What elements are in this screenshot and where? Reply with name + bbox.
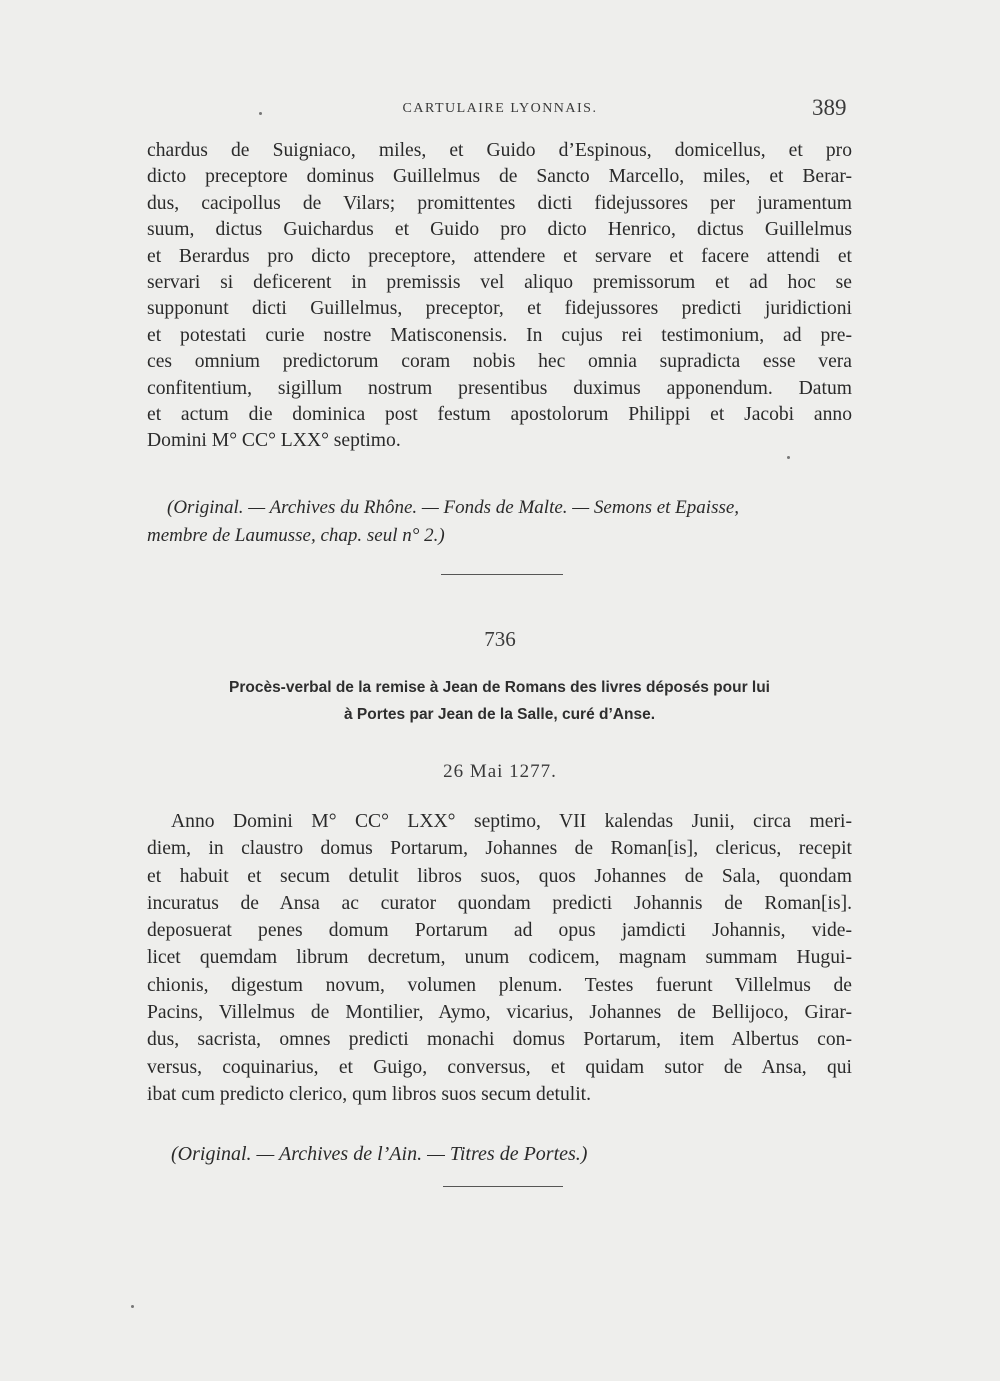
- document-date: 26 Mai 1277.: [443, 761, 557, 782]
- citation-line: (Original. — Archives de l’Ain. — Titres de Portes.): [171, 1143, 588, 1165]
- document-number: 736: [484, 627, 516, 651]
- text-line: deposuerat penes domum Portarum ad opus jamdicti Johannis, vide-: [147, 920, 852, 942]
- section-divider: [441, 574, 563, 575]
- text-line: servari si deficerent in premissis vel aliquo premissorum et ad hoc se: [147, 271, 852, 293]
- citation-line: membre de Laumusse, chap. seul n° 2.): [147, 525, 445, 546]
- paper-speck: [259, 112, 262, 115]
- document-text: [147, 808, 852, 1108]
- text-line: incuratus de Ansa ac curator quondam predicti Johannis de Roman[is].: [147, 892, 852, 914]
- running-title: CARTULAIRE LYONNAIS.: [402, 101, 598, 116]
- document-citation: [147, 1140, 852, 1168]
- text-line: et potestati curie nostre Matisconensis. In cujus rei testimonium, ad pre-: [147, 324, 852, 346]
- heading-line: Procès-verbal de la remise à Jean de Romans des livres déposés pour lui: [228, 679, 770, 696]
- text-line: ces omnium predictorum coram nobis hec omnia supradicta esse vera: [147, 351, 852, 373]
- text-line: dus, cacipollus de Vilars; promittentes dicti fidejussores per juramentum: [147, 192, 852, 214]
- text-line: confitentium, sigillum nostrum presentibus duximus apponendum. Datum: [147, 377, 852, 399]
- text-line: dus, sacrista, omnes predicti monachi domus Portarum, item Albertus con-: [147, 1029, 852, 1051]
- text-line: et actum die dominica post festum apostolorum Philippi et Jacobi anno: [147, 403, 852, 425]
- text-line: supponunt dicti Guillelmus, preceptor, et fidejussores predicti juridictioni: [147, 298, 852, 320]
- section-divider: [443, 1186, 563, 1187]
- text-line: diem, in claustro domus Portarum, Johannes de Roman[is], clericus, recepit: [147, 838, 852, 860]
- text-line: Domini M° CC° LXX° septimo.: [147, 430, 401, 452]
- text-line: suum, dictus Guichardus et Guido pro dicto Henrico, dictus Guillelmus: [147, 219, 852, 241]
- text-line: ibat cum predicto clerico, qum libros suos secum detulit.: [147, 1083, 592, 1105]
- text-line: licet quemdam librum decretum, unum codicem, magnam summam Hugui-: [147, 947, 852, 969]
- page-number: 389: [812, 95, 847, 120]
- document-heading: [147, 674, 852, 728]
- citation-line: (Original. — Archives du Rhône. — Fonds de Malte. — Semons et Epaisse,: [167, 497, 740, 518]
- text-line: versus, coquinarius, et Guigo, conversus, et quidam sutor de Ansa, qui: [147, 1056, 852, 1078]
- text-line: et habuit et secum detulit libros suos, quos Johannes de Sala, quondam: [147, 865, 852, 887]
- text-line: Pacins, Villelmus de Montilier, Aymo, vicarius, Johannes de Bellijoco, Girar-: [147, 1002, 852, 1024]
- text-line: chardus de Suigniaco, miles, et Guido d’Espinous, domicellus, et pro: [147, 140, 852, 161]
- previous-document-text: [147, 138, 852, 455]
- paper-speck: [787, 456, 790, 459]
- text-line: Anno Domini M° CC° LXX° septimo, VII kalendas Junii, circa meri-: [171, 811, 852, 832]
- heading-line: à Portes par Jean de la Salle, curé d’Anse.: [344, 706, 655, 723]
- text-line: chionis, digestum novum, volumen plenum. Testes fuerunt Villelmus de: [147, 974, 852, 996]
- text-line: et Berardus pro dicto preceptore, attendere et servare et facere attendi et: [147, 245, 852, 267]
- previous-document-citation: [147, 494, 852, 550]
- paper-speck: [131, 1305, 134, 1308]
- text-line: dicto preceptore dominus Guillelmus de Sancto Marcello, miles, et Berar-: [147, 166, 852, 188]
